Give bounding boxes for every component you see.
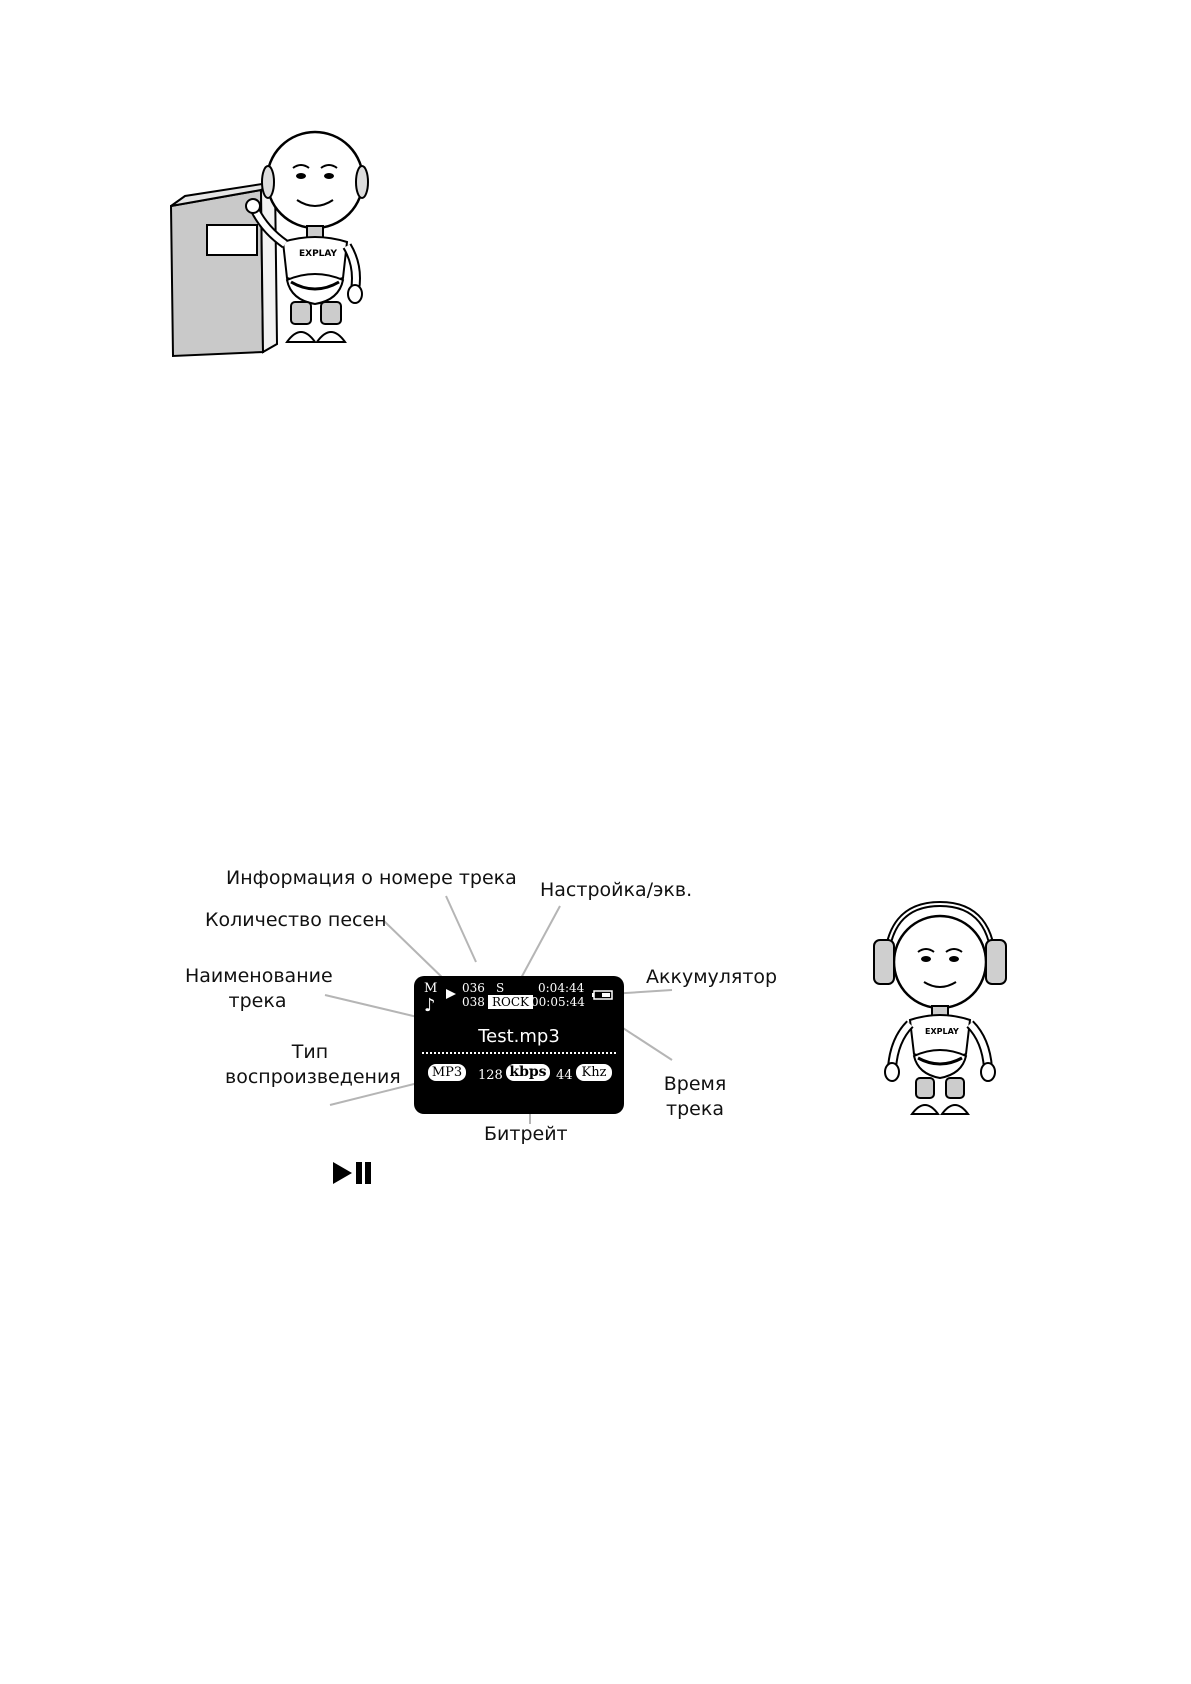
label-track-time: [655, 1072, 735, 1122]
svg-text:EXPLAY: EXPLAY: [299, 249, 338, 259]
label-track-time-line2: трека: [666, 1098, 724, 1120]
play-pause-icon: [333, 1161, 373, 1185]
elapsed-time: 0:04:44: [538, 981, 585, 995]
label-play-type-line2: воспроизведения: [225, 1066, 401, 1088]
battery-icon: [592, 990, 614, 1000]
bitrate-value: 128: [478, 1068, 503, 1083]
label-track-number-info: Информация о номере трека: [226, 867, 517, 889]
label-play-type-line1: Тип: [291, 1041, 329, 1063]
lcd-screen: [414, 976, 624, 1114]
label-settings-eq: Настройка/экв.: [540, 879, 693, 901]
label-play-type: [225, 1040, 401, 1090]
label-bitrate: Битрейт: [484, 1123, 568, 1145]
label-track-name-line2: трека: [228, 990, 287, 1012]
label-track-time-line1: Время: [663, 1073, 727, 1095]
total-time: 00:05:44: [531, 995, 585, 1009]
bitrate-unit-badge: kbps: [506, 1064, 550, 1081]
robot-logo-text: EXPLAY: [925, 1027, 959, 1036]
track-filename: Test.mp3: [478, 1026, 560, 1047]
mode-letter: M: [424, 981, 438, 996]
robot-with-headphones-icon: [870, 900, 1010, 1120]
robot-with-headphones-illustration: [870, 900, 1010, 1120]
sample-rate-unit-badge: Khz: [576, 1064, 612, 1081]
screen-divider: [422, 1052, 616, 1054]
label-track-name: [185, 964, 333, 1014]
s-marker: S: [496, 981, 505, 995]
eq-preset-badge: ROCK: [488, 995, 533, 1009]
label-battery: Аккумулятор: [646, 966, 778, 988]
label-track-name-line1: Наименование: [185, 965, 333, 987]
play-indicator-icon: [445, 988, 457, 1000]
format-badge: MP3: [428, 1064, 466, 1081]
current-track-number: 036: [462, 981, 485, 995]
total-track-count: 038: [462, 995, 485, 1009]
label-song-count: Количество песен: [205, 909, 387, 931]
sample-rate-value: 44: [556, 1068, 573, 1083]
music-note-icon: ♪: [424, 995, 436, 1016]
